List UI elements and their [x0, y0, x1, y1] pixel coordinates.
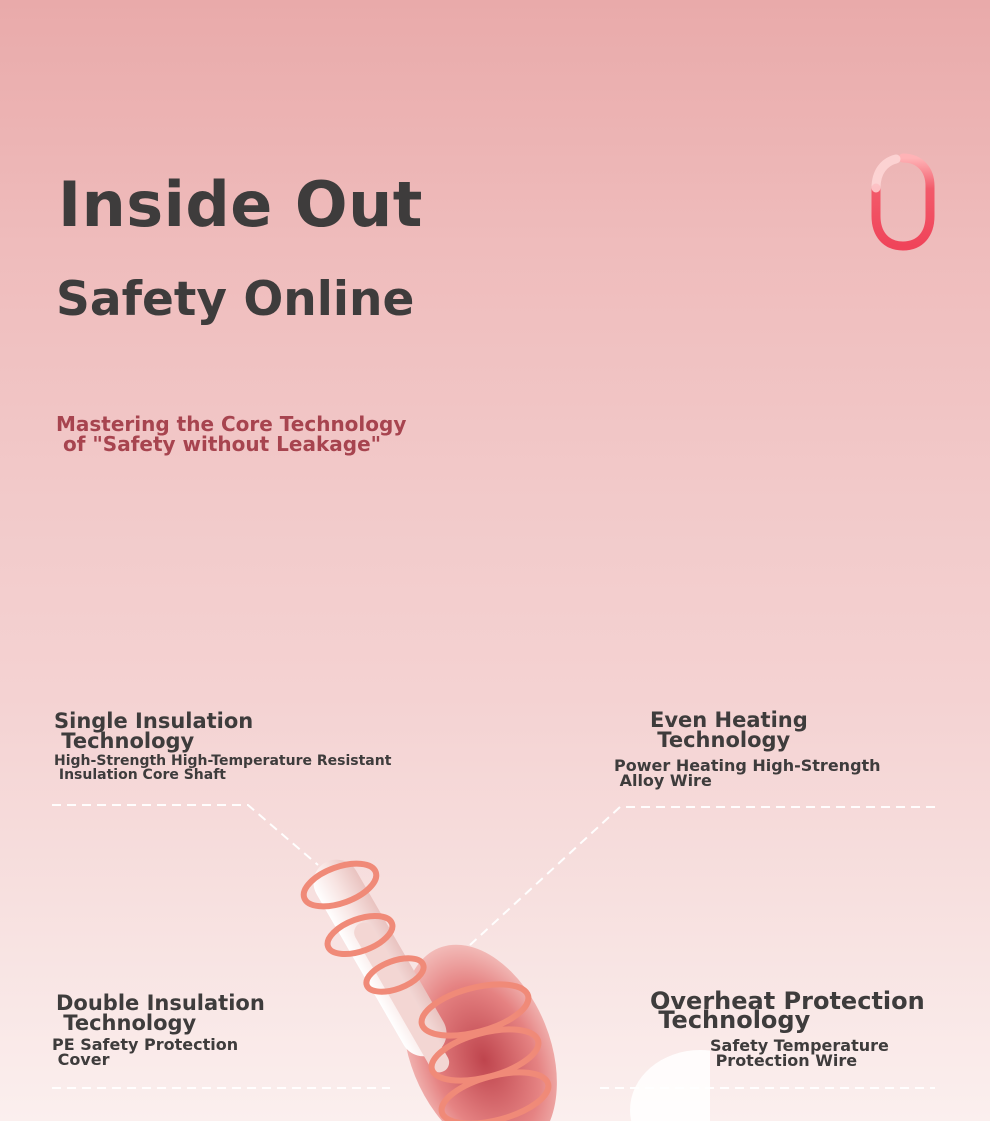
page-subtitle: Safety Online [56, 272, 415, 327]
feature-double-insulation-title: Double Insulation Technology [56, 991, 265, 1035]
feature-double-insulation-desc: PE Safety Protection Cover [52, 1035, 239, 1069]
feature-overheat-protection-desc: Safety Temperature Protection Wire [710, 1036, 889, 1070]
feature-overheat-protection-title: Overheat Protection Technology [650, 987, 925, 1034]
heating-rod-illustration [290, 840, 710, 1121]
feature-single-insulation-desc: High-Strength High-Temperature Resistant Insulation Core Shaft [54, 753, 392, 783]
tagline: Mastering the Core Technology of "Safety without Leakage" [56, 412, 407, 456]
feature-even-heating-title: Even Heating Technology [650, 708, 808, 752]
feature-single-insulation-title: Single Insulation Technology [54, 709, 254, 753]
feature-even-heating-desc: Power Heating High-Strength Alloy Wire [614, 756, 881, 790]
page-title: Inside Out [58, 168, 423, 241]
